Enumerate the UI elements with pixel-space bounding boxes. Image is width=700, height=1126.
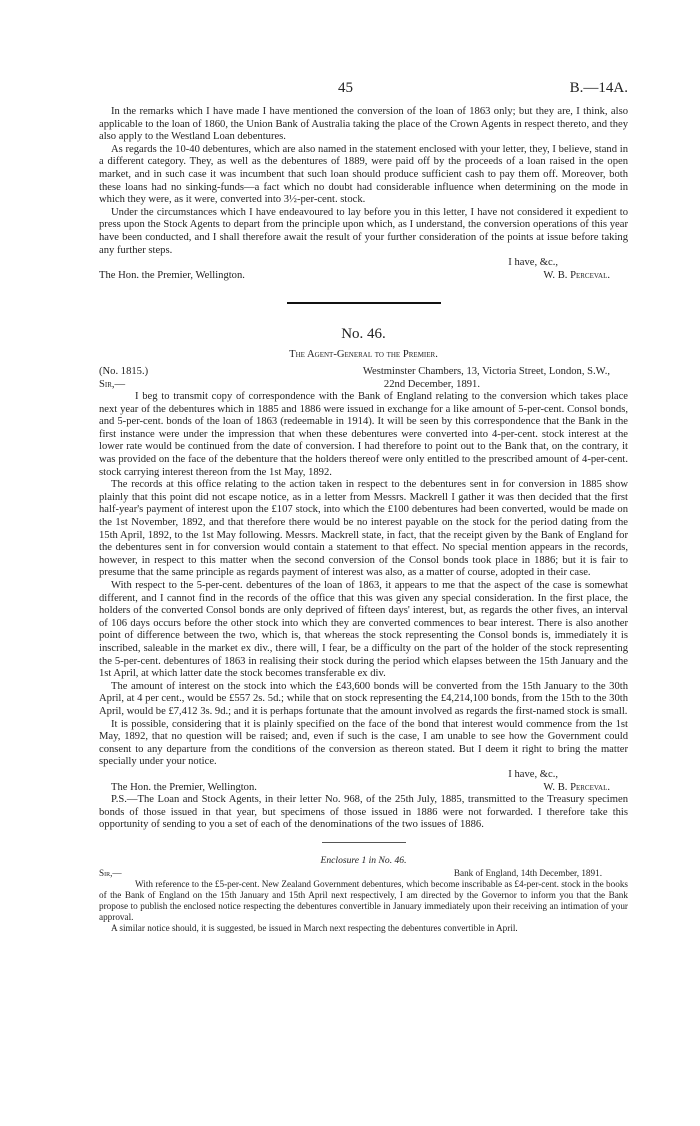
signature: W. B. Perceval.: [543, 781, 610, 793]
enclosure-divider: [322, 842, 406, 843]
letter-subtitle: The Agent-General to the Premier.: [289, 349, 438, 361]
enclosure-salutation: Sir,—: [99, 867, 122, 878]
sender-address: Westminster Chambers, 13, Victoria Street, London, S.W.,: [362, 365, 610, 377]
addressee: The Hon. the Premier, Wellington.: [99, 269, 245, 281]
paragraph: The amount of interest on the stock into which the £43,600 bonds will be converted from the 15th January to the 30th April, at 4 per cent., would be £557 2s. 5d.; while that on stock representing the £4,214,100 bonds, from the 15th to the 30th April, would be £7,412 3s. 9d.; and it is perhaps fortunate that the amount involved as regards the first-named stock is small.: [99, 680, 628, 717]
page-number: 45: [338, 80, 353, 96]
enclosure: [99, 855, 628, 934]
salutation: Sir,—: [99, 378, 126, 390]
paragraph: As regards the 10-40 debentures, which are also named in the statement enclosed with your letter, they, I believe, stand in a different category. They, as well as the debentures of 1889, were paid off by the proceeds of a loan raised in the open market, and in such case it was incumbent that such loan should produce sufficient cash to pay them off. Moreover, both these loans had no sinking-funds—a fact which no doubt had considerable influence when determining on the mode in which they were, as it were, converted into 3½-per-cent. stock.: [99, 143, 628, 206]
paragraph: It is possible, considering that it is plainly specified on the face of the bond that interest would commence from the 1st May, 1892, that no question will be raised; and, even if such is the case, I am unable to see how the Government could consent to any departure from the conditions of the conversion as thereon stated. But I deem it right to bring the matter specially under your notice.: [99, 718, 628, 768]
paragraph: The records at this office relating to the action taken in respect to the debentures sent in for conversion in 1885 show plainly that this point did not escape notice, as in a letter from Messrs. Mackrell I gather it was then decided that the first half-year's payment of interest upon the £107 stock, into which the £100 debentures had been converted, would be made on the 1st November, 1892, and that therefore there would be no interest payable on the stock for the period dating from the 15th April, 1892, to the 1st May following. Messrs. Mackrell state, in fact, that the receipt given by the Bank of England for the debentures sent in for conversion would contain a statement to that effect. No special mention appears in the records, however, in respect to this matter when the second conversion of the Consol bonds took place in 1886; but it is fair to presume that the same principle as regards payment of interest was also, as a matter of course, adopted in their case.: [99, 479, 628, 579]
signature: W. B. Perceval.: [543, 269, 610, 281]
letter-reference-number: (No. 1815.): [99, 365, 149, 377]
postscript: P.S.—The Loan and Stock Agents, in their letter No. 968, of the 25th July, 1885, transmitted to the Treasury specimen bonds of those issued in that year, but specimens of those issued in 1886 were not forwarded. I therefore take this opportunity of sending to you a set of each of the denominations of the two issues of 1886.: [99, 794, 628, 831]
enclosure-place-date: Bank of England, 14th December, 1891.: [453, 867, 602, 878]
section-divider: [287, 302, 441, 304]
paragraph: With reference to the £5-per-cent. New Zealand Government debentures, which become inscribable as £4-per-cent. stock in the books of the Bank of England on the 15th January and 15th April next respectively, I am directed by the Governor to inform you that the Bank propose to publish the enclosed notice respecting the debentures convertible in January immediately upon their receiving an intimation of your approval.: [99, 878, 628, 922]
paragraph: Under the circumstances which I have endeavoured to lay before you in this letter, I have not considered it expedient to press upon the Stock Agents to depart from the principle upon which, as I understand, the conversion operations of this year have been conducted, and I shall therefore await the result of your further consideration of the points at issue before taking any further steps.: [99, 206, 628, 256]
closing: I have, &c.,: [508, 768, 558, 780]
paragraph: A similar notice should, it is suggested, be issued in March next respecting the debentures convertible in April.: [111, 922, 518, 933]
addressee: The Hon. the Premier, Wellington.: [111, 781, 257, 793]
letter-46: [99, 366, 628, 832]
enclosure-title: Enclosure 1 in No. 46.: [320, 854, 407, 866]
paragraph: I beg to transmit copy of correspondence with the Bank of England relating to the conversion which takes place next year of the debentures which in 1885 and 1886 were issued in exchange for a like amount of 5-per-cent. Consol bonds, and 5-per-cent. bonds of the loan of 1863 (redeemable in 1914). It will be seen by this correspondence that the Bank in the first instance were under the impression that when these debentures were converted into 4-per-cent. stock interest at the lower rate would be continued from the date of conversion. I had therefore to point out to the Bank that, on the contrary, it was provided on the face of the debenture that the holders thereof were only entitled to the prescribed amount of 4-per-cent. stock carrying interest thereon from the 1st May, 1892.: [99, 391, 628, 478]
paragraph: With respect to the 5-per-cent. debentures of the loan of 1863, it appears to me that the aspect of the case is somewhat different, and I cannot find in the records of the office that this was given any special consideration. In the first place, the holders of the converted Consol bonds are only deprived of fifteen days' interest, but, as regards the other fives, an interval of 106 days occurs before the other stock into which they are converted commences to bear interest. There is also another point of difference between the two, which is, that whereas the stock representing the Consol bonds is, immediately it is inscribed, saleable in the market ex div., there will, I fear, be a difficulty on the part of the holder of the stock representing the 5-per-cent. debentures of 1863 in realising their stock during the period which elapses between the 15th January and the 1st April, at which latter date the stock becomes transferable ex div.: [99, 580, 628, 680]
letter-date: 22nd December, 1891.: [383, 378, 480, 390]
closing: I have, &c.,: [508, 257, 558, 269]
prior-letter: [99, 106, 628, 282]
letter-number-title: No. 46.: [341, 326, 386, 343]
document-reference: B.—14A.: [569, 80, 628, 96]
paragraph: In the remarks which I have made I have mentioned the conversion of the loan of 1863 only; but they are, I think, also applicable to the loan of 1860, the Union Bank of Australia taking the place of the Crown Agents in respect thereto, and they also apply to the Westland Loan debentures.: [99, 106, 628, 143]
